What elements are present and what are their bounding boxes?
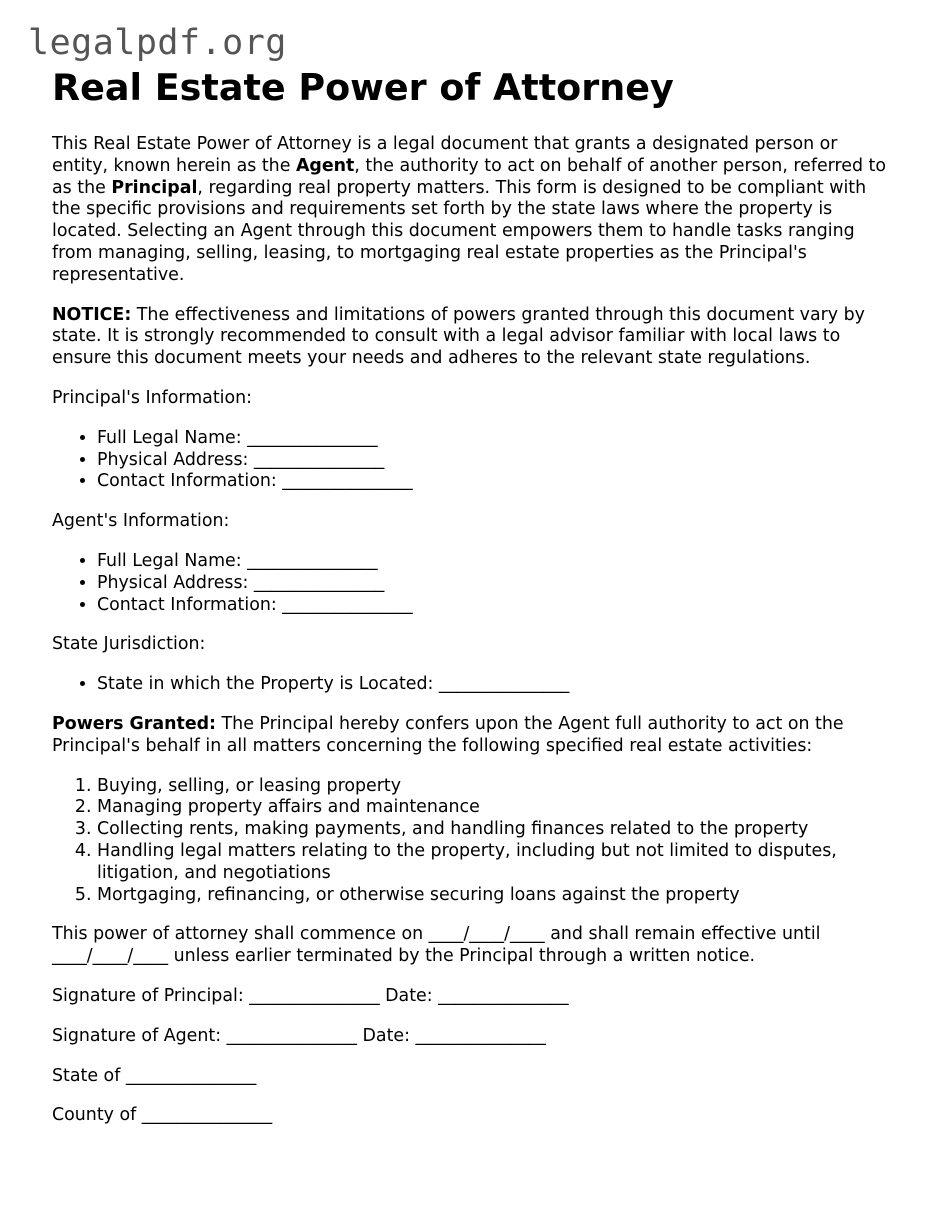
intro-text-2: , the authority to act on behalf of another person, referred to as the: [52, 155, 887, 198]
agent-term: Agent: [295, 155, 355, 176]
notice-paragraph: [52, 305, 892, 370]
notice-text: The effectiveness and limitations of powers granted through this document vary by state. It is strongly recommended to consult with a legal advisor familiar with local laws to ensure this document meets your needs and adheres to the relevant state regulations.: [52, 304, 865, 369]
list-item: • Physical Address: _______________: [97, 573, 892, 595]
powers-label: Powers Granted:: [52, 713, 217, 734]
principal-signature-line: Signature of Principal: _______________ Date: _______________: [52, 985, 569, 1006]
agent-info-heading: Agent's Information:: [52, 511, 230, 532]
watermark-logo: legalpdf.org: [28, 23, 287, 63]
intro-text-1: This Real Estate Power of Attorney is a legal document that grants a designated person or entity, known herein as the: [52, 134, 838, 176]
powers-text: The Principal hereby confers upon the Agent full authority to act on the Principal's behalf in all matters concerning the following specified real estate activities:: [52, 713, 844, 756]
list-item: 2. Managing property affairs and maintenance: [97, 797, 892, 819]
principal-info-heading: Principal's Information:: [52, 387, 253, 408]
list-item: 3. Collecting rents, making payments, and handling finances related to the property: [97, 819, 892, 841]
list-item: • Full Legal Name: _______________: [97, 428, 892, 450]
list-item: 1. Buying, selling, or leasing property: [97, 776, 892, 798]
principal-info-list: [52, 428, 892, 493]
document-page: [52, 66, 892, 1127]
jurisdiction-heading: State Jurisdiction:: [52, 634, 206, 655]
intro-text-3: , regarding real property matters. This form is designed to be compliant with the specific provisions and requirements set forth by the state laws where the property is located. Selecting an Agent through this document empowers them to handle tasks ranging from managing, selling, leasing, to mortgaging real estate properties as the Principal's representative.: [52, 177, 867, 285]
powers-list: [52, 776, 892, 907]
jurisdiction-list: [52, 674, 892, 696]
powers-paragraph: [52, 714, 892, 758]
agent-info-list: [52, 551, 892, 616]
intro-paragraph: [52, 134, 892, 287]
county-line: County of _______________: [52, 1105, 273, 1126]
agent-signature-line: Signature of Agent: _______________ Date: _______________: [52, 1025, 546, 1046]
list-item: • Full Legal Name: _______________: [97, 551, 892, 573]
list-item: 4. Handling legal matters relating to the property, including but not limited to disputes, litigation, and negotiations: [97, 841, 892, 885]
principal-term: Principal: [111, 177, 198, 198]
list-item: • State in which the Property is Located: _______________: [97, 674, 892, 696]
list-item: • Physical Address: _______________: [97, 450, 892, 472]
document-title: Real Estate Power of Attorney: [52, 66, 674, 109]
state-line: State of _______________: [52, 1065, 257, 1086]
commencement-paragraph: This power of attorney shall commence on ____/____/____ and shall remain effective until ____/____/____ unless earlier terminated by the Principal through a written notice.: [52, 924, 821, 967]
notice-label: NOTICE:: [52, 304, 132, 325]
list-item: • Contact Information: _______________: [97, 595, 892, 617]
list-item: 5. Mortgaging, refinancing, or otherwise securing loans against the property: [97, 885, 892, 907]
list-item: • Contact Information: _______________: [97, 471, 892, 493]
